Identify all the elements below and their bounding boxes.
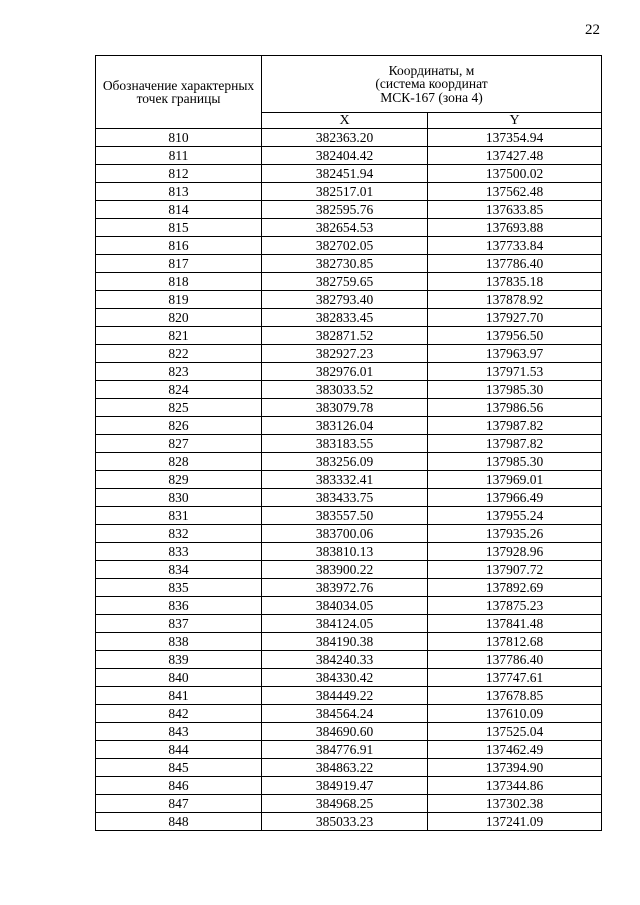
y-coordinate-cell: 137733.84 bbox=[428, 237, 602, 255]
y-coordinate-cell: 137344.86 bbox=[428, 777, 602, 795]
table-row bbox=[96, 723, 602, 741]
table-row bbox=[96, 291, 602, 309]
table-row bbox=[96, 129, 602, 147]
x-coordinate-cell: 382595.76 bbox=[262, 201, 428, 219]
y-coordinate-cell: 137878.92 bbox=[428, 291, 602, 309]
y-coordinate-cell: 137841.48 bbox=[428, 615, 602, 633]
x-coordinate-cell: 384330.42 bbox=[262, 669, 428, 687]
y-coordinate-cell: 137462.49 bbox=[428, 741, 602, 759]
table-row bbox=[96, 435, 602, 453]
x-coordinate-cell: 382976.01 bbox=[262, 363, 428, 381]
x-coordinate-cell: 384919.47 bbox=[262, 777, 428, 795]
header-row-main bbox=[96, 56, 602, 113]
point-cell: 816 bbox=[96, 237, 262, 255]
table-row bbox=[96, 399, 602, 417]
point-cell: 842 bbox=[96, 705, 262, 723]
y-coordinate-cell: 137786.40 bbox=[428, 255, 602, 273]
y-coordinate-cell: 137935.26 bbox=[428, 525, 602, 543]
x-coordinate-cell: 384564.24 bbox=[262, 705, 428, 723]
point-cell: 843 bbox=[96, 723, 262, 741]
point-cell: 847 bbox=[96, 795, 262, 813]
y-coordinate-cell: 137427.48 bbox=[428, 147, 602, 165]
table-row bbox=[96, 813, 602, 831]
y-coordinate-cell: 137927.70 bbox=[428, 309, 602, 327]
x-coordinate-cell: 383557.50 bbox=[262, 507, 428, 525]
table-row bbox=[96, 417, 602, 435]
table-row bbox=[96, 201, 602, 219]
x-coordinate-cell: 383183.55 bbox=[262, 435, 428, 453]
table-row bbox=[96, 237, 602, 255]
x-coordinate-cell: 383700.06 bbox=[262, 525, 428, 543]
x-coordinate-cell: 382517.01 bbox=[262, 183, 428, 201]
coordinates-label-line1: Координаты, м bbox=[388, 62, 475, 78]
y-coordinate-cell: 137875.23 bbox=[428, 597, 602, 615]
x-coordinate-cell: 385033.23 bbox=[262, 813, 428, 831]
point-cell: 845 bbox=[96, 759, 262, 777]
point-cell: 817 bbox=[96, 255, 262, 273]
table-row bbox=[96, 543, 602, 561]
x-coordinate-cell: 383126.04 bbox=[262, 417, 428, 435]
y-coordinate-cell: 137354.94 bbox=[428, 129, 602, 147]
point-cell: 819 bbox=[96, 291, 262, 309]
table-row bbox=[96, 309, 602, 327]
table-row bbox=[96, 579, 602, 597]
table-row bbox=[96, 669, 602, 687]
table-row bbox=[96, 345, 602, 363]
table-row bbox=[96, 759, 602, 777]
y-coordinate-cell: 137835.18 bbox=[428, 273, 602, 291]
y-coordinate-cell: 137956.50 bbox=[428, 327, 602, 345]
table-row bbox=[96, 615, 602, 633]
table-row bbox=[96, 795, 602, 813]
point-cell: 810 bbox=[96, 129, 262, 147]
point-cell: 837 bbox=[96, 615, 262, 633]
x-coordinate-cell: 382833.45 bbox=[262, 309, 428, 327]
coordinates-label-line3: МСК-167 (зона 4) bbox=[380, 89, 483, 105]
point-cell: 832 bbox=[96, 525, 262, 543]
point-cell: 812 bbox=[96, 165, 262, 183]
y-coordinate-cell: 137966.49 bbox=[428, 489, 602, 507]
x-coordinate-cell: 383900.22 bbox=[262, 561, 428, 579]
x-coordinate-cell: 383256.09 bbox=[262, 453, 428, 471]
y-coordinate-cell: 137747.61 bbox=[428, 669, 602, 687]
table-row bbox=[96, 471, 602, 489]
coordinates-header bbox=[262, 56, 602, 113]
y-coordinate-cell: 137678.85 bbox=[428, 687, 602, 705]
coordinates-label-line2: (система координат bbox=[375, 76, 488, 92]
table-row bbox=[96, 741, 602, 759]
table-row bbox=[96, 561, 602, 579]
table-row bbox=[96, 273, 602, 291]
x-coordinate-cell: 382927.23 bbox=[262, 345, 428, 363]
table-row bbox=[96, 327, 602, 345]
point-cell: 827 bbox=[96, 435, 262, 453]
y-coordinate-cell: 137892.69 bbox=[428, 579, 602, 597]
page-number: 22 bbox=[585, 22, 600, 38]
x-coordinate-cell: 384034.05 bbox=[262, 597, 428, 615]
table-row bbox=[96, 363, 602, 381]
x-coordinate-cell: 383033.52 bbox=[262, 381, 428, 399]
table-row bbox=[96, 255, 602, 273]
y-coordinate-cell: 137302.38 bbox=[428, 795, 602, 813]
y-coordinate-cell: 137693.88 bbox=[428, 219, 602, 237]
x-coordinate-cell: 384240.33 bbox=[262, 651, 428, 669]
y-axis-header: Y bbox=[428, 113, 602, 129]
table-row bbox=[96, 489, 602, 507]
table-row bbox=[96, 777, 602, 795]
point-cell: 828 bbox=[96, 453, 262, 471]
table-header bbox=[96, 56, 602, 129]
y-coordinate-cell: 137786.40 bbox=[428, 651, 602, 669]
y-coordinate-cell: 137985.30 bbox=[428, 453, 602, 471]
y-coordinate-cell: 137928.96 bbox=[428, 543, 602, 561]
table-row bbox=[96, 147, 602, 165]
point-cell: 831 bbox=[96, 507, 262, 525]
y-coordinate-cell: 137985.30 bbox=[428, 381, 602, 399]
point-cell: 838 bbox=[96, 633, 262, 651]
table-row bbox=[96, 165, 602, 183]
x-coordinate-cell: 384124.05 bbox=[262, 615, 428, 633]
point-cell: 835 bbox=[96, 579, 262, 597]
point-cell: 841 bbox=[96, 687, 262, 705]
y-coordinate-cell: 137562.48 bbox=[428, 183, 602, 201]
point-cell: 825 bbox=[96, 399, 262, 417]
x-coordinate-cell: 383810.13 bbox=[262, 543, 428, 561]
y-coordinate-cell: 137987.82 bbox=[428, 417, 602, 435]
table-row bbox=[96, 633, 602, 651]
x-coordinate-cell: 384776.91 bbox=[262, 741, 428, 759]
point-cell: 811 bbox=[96, 147, 262, 165]
point-designation-header bbox=[96, 56, 262, 129]
point-cell: 824 bbox=[96, 381, 262, 399]
point-cell: 826 bbox=[96, 417, 262, 435]
point-cell: 846 bbox=[96, 777, 262, 795]
point-cell: 820 bbox=[96, 309, 262, 327]
x-coordinate-cell: 382871.52 bbox=[262, 327, 428, 345]
x-coordinate-cell: 384863.22 bbox=[262, 759, 428, 777]
y-coordinate-cell: 137241.09 bbox=[428, 813, 602, 831]
point-cell: 834 bbox=[96, 561, 262, 579]
y-coordinate-cell: 137525.04 bbox=[428, 723, 602, 741]
point-cell: 813 bbox=[96, 183, 262, 201]
table-row bbox=[96, 381, 602, 399]
y-coordinate-cell: 137610.09 bbox=[428, 705, 602, 723]
point-cell: 815 bbox=[96, 219, 262, 237]
table-row bbox=[96, 651, 602, 669]
table-row bbox=[96, 525, 602, 543]
y-coordinate-cell: 137500.02 bbox=[428, 165, 602, 183]
x-coordinate-cell: 382759.65 bbox=[262, 273, 428, 291]
x-coordinate-cell: 382702.05 bbox=[262, 237, 428, 255]
x-coordinate-cell: 382793.40 bbox=[262, 291, 428, 309]
point-cell: 836 bbox=[96, 597, 262, 615]
point-designation-label: Обозначение характерных точек границы bbox=[102, 77, 255, 106]
x-axis-header: X bbox=[262, 113, 428, 129]
y-coordinate-cell: 137971.53 bbox=[428, 363, 602, 381]
table-row bbox=[96, 183, 602, 201]
y-coordinate-cell: 137986.56 bbox=[428, 399, 602, 417]
point-cell: 840 bbox=[96, 669, 262, 687]
x-coordinate-cell: 384690.60 bbox=[262, 723, 428, 741]
x-coordinate-cell: 382363.20 bbox=[262, 129, 428, 147]
table-row bbox=[96, 687, 602, 705]
coordinates-table bbox=[95, 55, 602, 831]
point-cell: 830 bbox=[96, 489, 262, 507]
y-coordinate-cell: 137987.82 bbox=[428, 435, 602, 453]
point-cell: 818 bbox=[96, 273, 262, 291]
table-body bbox=[96, 129, 602, 831]
point-cell: 823 bbox=[96, 363, 262, 381]
x-coordinate-cell: 383079.78 bbox=[262, 399, 428, 417]
point-cell: 839 bbox=[96, 651, 262, 669]
x-coordinate-cell: 383332.41 bbox=[262, 471, 428, 489]
point-cell: 844 bbox=[96, 741, 262, 759]
y-coordinate-cell: 137955.24 bbox=[428, 507, 602, 525]
table-row bbox=[96, 507, 602, 525]
y-coordinate-cell: 137969.01 bbox=[428, 471, 602, 489]
x-coordinate-cell: 382730.85 bbox=[262, 255, 428, 273]
y-coordinate-cell: 137963.97 bbox=[428, 345, 602, 363]
x-coordinate-cell: 382654.53 bbox=[262, 219, 428, 237]
x-coordinate-cell: 384190.38 bbox=[262, 633, 428, 651]
x-coordinate-cell: 383972.76 bbox=[262, 579, 428, 597]
point-cell: 833 bbox=[96, 543, 262, 561]
y-coordinate-cell: 137907.72 bbox=[428, 561, 602, 579]
table-row bbox=[96, 705, 602, 723]
point-cell: 829 bbox=[96, 471, 262, 489]
point-cell: 848 bbox=[96, 813, 262, 831]
x-coordinate-cell: 384449.22 bbox=[262, 687, 428, 705]
point-cell: 822 bbox=[96, 345, 262, 363]
point-cell: 814 bbox=[96, 201, 262, 219]
y-coordinate-cell: 137812.68 bbox=[428, 633, 602, 651]
x-coordinate-cell: 382404.42 bbox=[262, 147, 428, 165]
point-cell: 821 bbox=[96, 327, 262, 345]
x-coordinate-cell: 383433.75 bbox=[262, 489, 428, 507]
table-row bbox=[96, 453, 602, 471]
y-coordinate-cell: 137394.90 bbox=[428, 759, 602, 777]
table-row bbox=[96, 219, 602, 237]
y-coordinate-cell: 137633.85 bbox=[428, 201, 602, 219]
x-coordinate-cell: 382451.94 bbox=[262, 165, 428, 183]
table-row bbox=[96, 597, 602, 615]
x-coordinate-cell: 384968.25 bbox=[262, 795, 428, 813]
